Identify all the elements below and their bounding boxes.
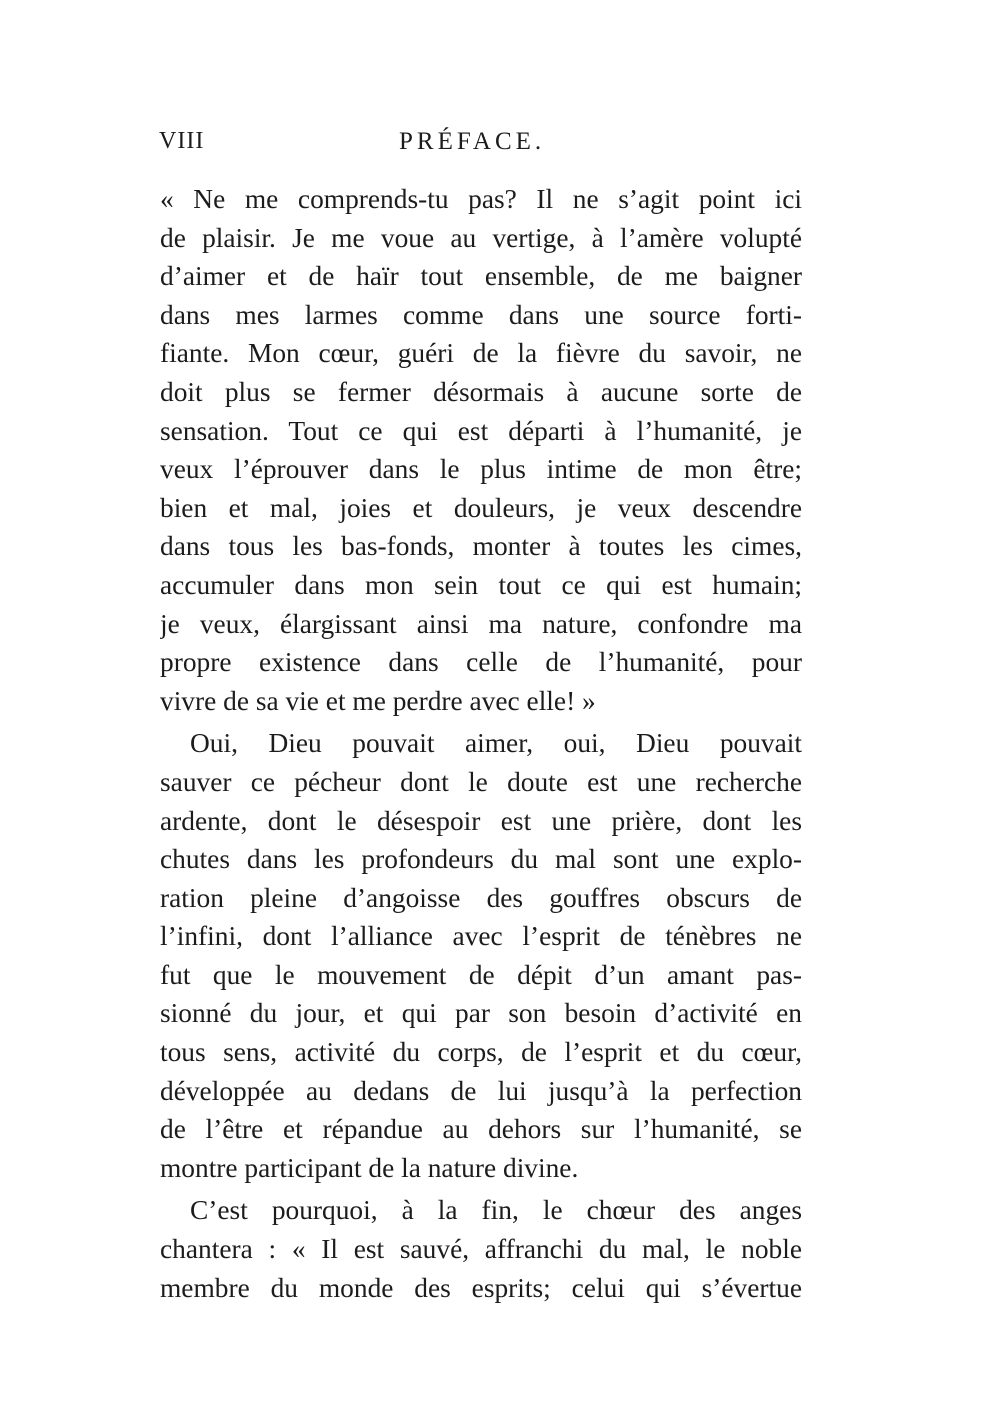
text-line: développée au dedans de lui jusqu’à la perfection	[160, 1075, 802, 1106]
page-number: VIII	[159, 128, 205, 154]
body-text	[160, 180, 802, 1307]
text-line: l’infini, dont l’alliance avec l’esprit de ténèbres ne	[160, 921, 802, 952]
text-line: tous sens, activité du corps, de l’esprit et du cœur,	[160, 1037, 802, 1068]
text-line: doit plus se fermer désormais à aucune sorte de	[160, 376, 802, 407]
running-title: PRÉFACE.	[399, 128, 546, 155]
text-line: chutes dans les profondeurs du mal sont une explo-	[160, 844, 802, 875]
text-line: ardente, dont le désespoir est une prière, dont les	[160, 805, 802, 836]
text-line: membre du monde des esprits; celui qui s’évertue	[160, 1272, 802, 1303]
text-line: je veux, élargissant ainsi ma nature, confondre ma	[160, 608, 802, 639]
text-line: veux l’éprouver dans le plus intime de mon être;	[160, 454, 802, 485]
text-line: fut que le mouvement de dépit d’un amant pas-	[160, 959, 802, 990]
text-line: chantera : « Il est sauvé, affranchi du mal, le noble	[160, 1234, 802, 1265]
text-line: d’aimer et de haïr tout ensemble, de me baigner	[160, 261, 802, 292]
text-line: vivre de sa vie et me perdre avec elle! »	[160, 685, 596, 716]
text-line: sensation. Tout ce qui est départi à l’humanité, je	[160, 415, 802, 446]
text-line: propre existence dans celle de l’humanité, pour	[160, 647, 802, 678]
paragraph	[160, 1191, 802, 1307]
page-header	[159, 128, 809, 164]
text-line: dans tous les bas-fonds, monter à toutes les cimes,	[160, 531, 802, 562]
text-line: montre participant de la nature divine.	[160, 1152, 579, 1183]
text-line: C’est pourquoi, à la fin, le chœur des anges	[190, 1195, 802, 1226]
paragraph	[160, 180, 802, 720]
text-line: « Ne me comprends-tu pas? Il ne s’agit point ici	[160, 184, 802, 214]
text-line: ration pleine d’angoisse des gouffres obscurs de	[160, 882, 802, 913]
text-line: dans mes larmes comme dans une source forti-	[160, 299, 802, 330]
text-line: bien et mal, joies et douleurs, je veux descendre	[160, 492, 802, 523]
text-line: de plaisir. Je me voue au vertige, à l’amère volupté	[160, 222, 802, 253]
text-line: accumuler dans mon sein tout ce qui est humain;	[160, 569, 802, 600]
text-line: Oui, Dieu pouvait aimer, oui, Dieu pouvait	[190, 728, 802, 759]
text-line: de l’être et répandue au dehors sur l’humanité, se	[160, 1114, 802, 1145]
text-line: sionné du jour, et qui par son besoin d’activité en	[160, 998, 802, 1029]
text-line: fiante. Mon cœur, guéri de la fièvre du savoir, ne	[160, 338, 802, 369]
paragraph	[160, 724, 802, 1187]
text-line: sauver ce pécheur dont le doute est une recherche	[160, 766, 802, 797]
